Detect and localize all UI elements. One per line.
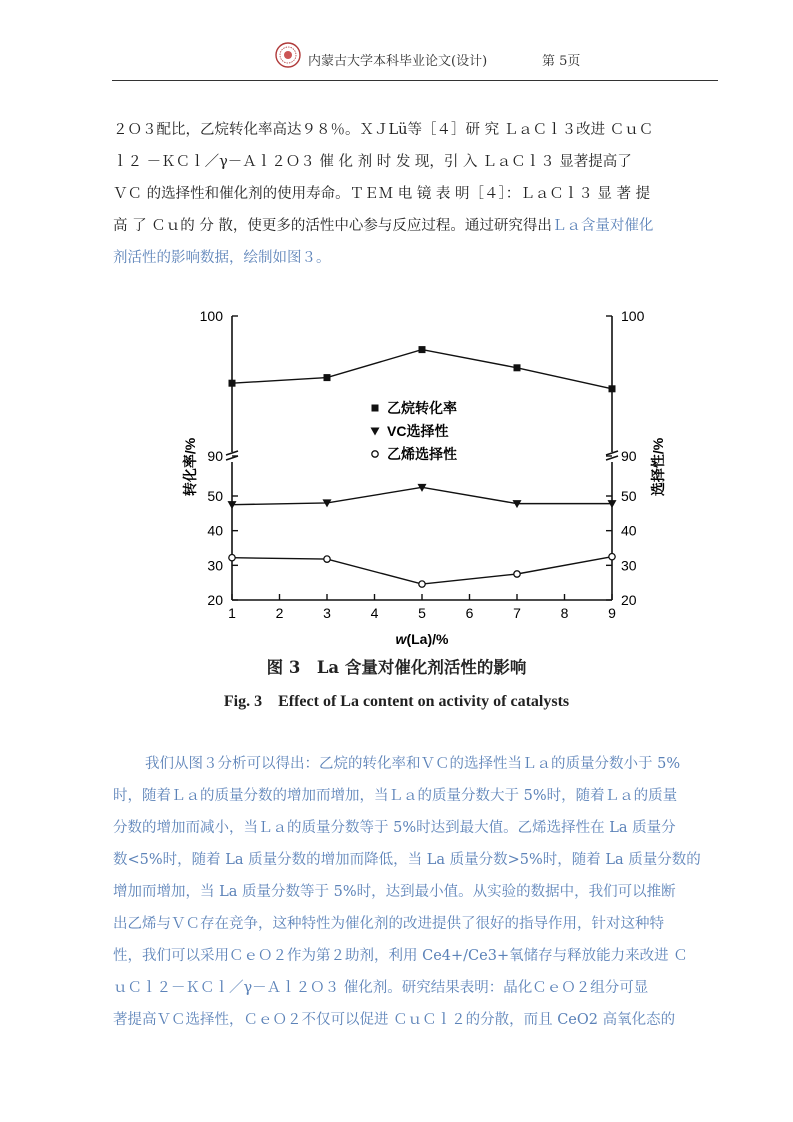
text-line: 我们从图３分析可以得出：乙烷的转化率和ＶＣ的选择性当Ｌａ的质量分数小于 5% xyxy=(145,756,681,772)
y-axis-label-left: 转化率/% xyxy=(182,437,198,497)
data-point xyxy=(609,385,616,392)
data-point xyxy=(324,374,331,381)
data-point xyxy=(229,380,236,387)
y-tick-label-right: 30 xyxy=(621,557,637,574)
text-line: 著提高ＶＣ选择性，ＣｅＯ２不仅可以促进 ＣｕＣｌ２的分散，而且 CeO2 高氧化态的 xyxy=(113,1012,676,1028)
highlighted-text-line: 剂活性的影响数据，绘制如图３。 xyxy=(113,250,331,266)
y-tick-label-left: 40 xyxy=(207,522,223,539)
x-axis-label: w(La)/% xyxy=(395,631,449,647)
y-tick-label-left: 30 xyxy=(207,557,223,574)
text-line: ｕＣｌ２－ＫＣｌ／γ－Ａｌ２Ｏ３ 催化剂。研究结果表明：晶化ＣｅＯ２组分可显 xyxy=(113,980,649,996)
paragraph-1 xyxy=(113,114,719,274)
figure-3-chart xyxy=(175,295,666,650)
y-tick-label-left: 20 xyxy=(207,592,223,608)
legend-marker xyxy=(372,405,379,412)
header-title: 内蒙古大学本科毕业论文(设计) xyxy=(308,54,488,69)
text-line: 增加而增加，当 La 质量分数等于 5%时，达到最小值。从实验的数据中，我们可以推断 xyxy=(113,884,676,900)
text-line: ２Ｏ３配比，乙烷转化率高达９８％。ＸＪLü等［４］研 究 ＬａＣｌ３改进 ＣｕＣ xyxy=(113,122,654,138)
highlighted-text: Ｌａ含量对催化 xyxy=(551,218,654,234)
y-tick-label-right: 20 xyxy=(621,592,637,608)
series-line-1 xyxy=(232,350,612,389)
paragraph-2 xyxy=(113,748,719,1036)
y-tick-label-right: 40 xyxy=(621,522,637,539)
x-tick-label: 5 xyxy=(418,605,426,621)
text-line: ｌ２ －ＫＣｌ／γ－Ａｌ２Ｏ３ 催 化 剂 时 发 现，引 入 ＬａＣｌ３ 显著提高了 xyxy=(113,154,632,170)
text-line: 分数的增加而减小，当Ｌａ的质量分数等于 5%时达到最大值。乙烯选择性在 La 质量分 xyxy=(113,820,676,836)
x-tick-label: 2 xyxy=(275,605,284,621)
header-page-number: 第 5页 xyxy=(542,54,581,69)
university-seal-icon xyxy=(275,42,301,68)
text-line: ＶＣ 的选择性和催化剂的使用寿命。ＴＥＭ 电 镜 表 明［４］：ＬａＣｌ３ 显 著 提 xyxy=(113,186,651,202)
data-point xyxy=(419,346,426,353)
x-tick-label: 8 xyxy=(560,605,569,621)
legend-marker xyxy=(372,451,378,457)
text-line: 数<5%时，随着 La 质量分数的增加而降低，当 La 质量分数>5%时，随着 La 质量分数的 xyxy=(113,852,701,868)
text-line: 性，我们可以采用ＣｅＯ２作为第２助剂，利用 Ce4+/Ce3+氧储存与释放能力来改进 Ｃ xyxy=(113,948,688,964)
y-tick-label-left: 90 xyxy=(207,448,223,464)
data-point xyxy=(229,555,235,561)
x-tick-label: 6 xyxy=(465,605,474,621)
y-axis-label-right: 选择性/% xyxy=(650,437,666,497)
legend-marker xyxy=(371,428,380,436)
data-point xyxy=(324,556,330,562)
x-tick-label: 3 xyxy=(323,605,331,621)
data-point xyxy=(609,553,615,559)
data-point xyxy=(514,364,521,371)
legend-label: 乙烯选择性 xyxy=(387,446,457,462)
text-run: 高 了 Ｃｕ的 分 散，使更多的活性中心参与反应过程。通过研究得出 xyxy=(113,218,552,234)
y-tick-label-right: 90 xyxy=(621,448,637,464)
legend-label: VC选择性 xyxy=(387,423,449,439)
data-point xyxy=(514,571,520,577)
text-line: 时，随着Ｌａ的质量分数的增加而增加，当Ｌａ的质量分数大于 5%时，随着Ｌａ的质量 xyxy=(113,788,678,804)
figure-caption-cn: 图 3 La 含量对催化剂活性的影响 xyxy=(266,658,527,677)
page-header xyxy=(112,44,718,81)
y-tick-label-left: 50 xyxy=(207,488,223,504)
y-tick-label-left: 100 xyxy=(199,308,223,324)
text-line: 出乙烯与ＶＣ存在竞争，这种特性为催化剂的改进提供了很好的指导作用，针对这种特 xyxy=(113,916,664,932)
data-point xyxy=(419,581,425,587)
legend-label: 乙烷转化率 xyxy=(387,400,457,416)
series-line-3 xyxy=(232,557,612,584)
figure-caption-en: Fig. 3 Effect of La content on activity of catalysts xyxy=(223,693,570,710)
y-tick-label-right: 50 xyxy=(621,488,637,504)
x-tick-label: 9 xyxy=(608,605,616,621)
text-line xyxy=(113,210,719,242)
x-tick-label: 4 xyxy=(370,605,379,621)
x-tick-label: 7 xyxy=(513,605,521,621)
x-tick-label: 1 xyxy=(228,605,236,621)
y-tick-label-right: 100 xyxy=(621,308,645,324)
